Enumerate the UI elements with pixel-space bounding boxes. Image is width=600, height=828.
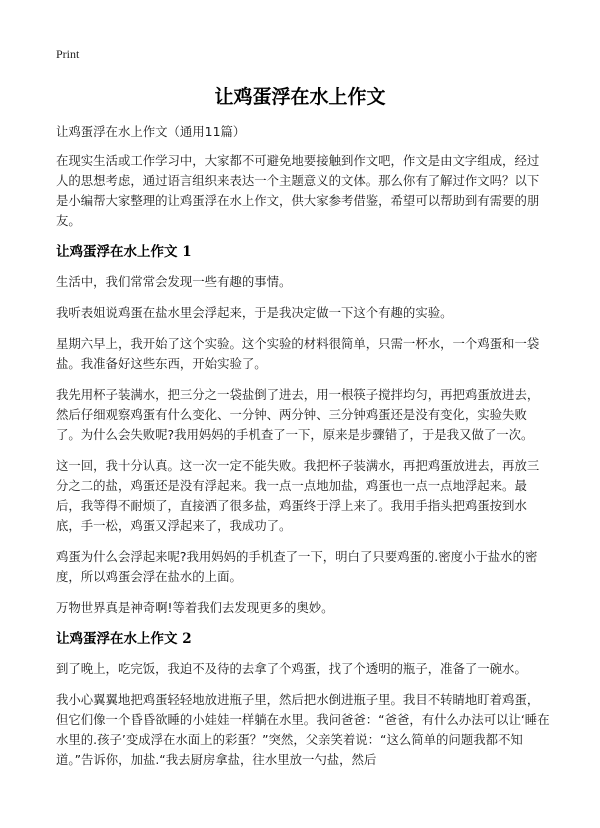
print-label[interactable]: Print [56,47,80,61]
paragraph: 星期六早上，我开始了这个实验。这个实验的材料很简单，只需一杯水，一个鸡蛋和一袋盐。我准备好这些东西，开始实验了。 [56,336,540,371]
paragraph: 到了晚上，吃完饭，我迫不及待的去拿了个鸡蛋，找了个透明的瓶子，准备了一碗水。 [56,661,527,676]
paragraph: 我先用杯子装满水，把三分之一袋盐倒了进去，用一根筷子搅拌均匀，再把鸡蛋放进去，然后仔细观察鸡蛋有什么变化、一分钟、两分钟、三分钟鸡蛋还是没有变化，实验失败了。为什么会失败呢?我用妈妈的手机查了一下，原来是步骤错了，于是我又做了一次。 [56,387,540,442]
document-title: 让鸡蛋浮在水上作文 [214,86,386,108]
document-body [56,122,551,781]
paragraph: 这一回，我十分认真。这一次一定不能失败。我把杯子装满水，再把鸡蛋放进去，再放三分之二的盐，鸡蛋还是没有浮起来。我一点一点地加盐，鸡蛋也一点一点地浮起来。最后，我等得不耐烦了，直接洒了很多盐，鸡蛋终于浮上来了。我用手指头把鸡蛋按到水底，手一松，鸡蛋又浮起来了，我成功了。 [56,458,540,533]
paragraph: 万物世界真是神奇啊!等着我们去发现更多的奥妙。 [56,600,334,615]
paragraph: 鸡蛋为什么会浮起来呢?我用妈妈的手机查了一下，明白了只要鸡蛋的.密度小于盐水的密度，所以鸡蛋会浮在盐水的上面。 [56,549,538,584]
section-heading: 让鸡蛋浮在水上作文 2 [56,631,192,647]
document-subtitle: 让鸡蛋浮在水上作文（通用11篇） [56,124,246,139]
section-heading: 让鸡蛋浮在水上作文 1 [56,244,192,260]
paragraph: 生活中，我们常常会发现一些有趣的事情。 [56,274,292,289]
paragraph: 我小心翼翼地把鸡蛋轻轻地放进瓶子里，然后把水倒进瓶子里。我目不转睛地盯着鸡蛋，但它们像一个昏昏欲睡的小娃娃一样躺在水里。我问爸爸：“爸爸，有什么办法可以让‘睡在水里的.孩子’变成浮在水面上的彩蛋？”突然，父亲笑着说：“这么简单的问题我都不知道。”告诉你，加盐.“我去厨房拿盐，往水里放一勺盐，然后 [56,692,550,767]
paragraph: 我听表姐说鸡蛋在盐水里会浮起来，于是我决定做一下这个有趣的实验。 [56,305,453,320]
intro-paragraph: 在现实生活或工作学习中，大家都不可避免地要接触到作文吧，作文是由文字组成，经过人的思想考虑，通过语言组织来表达一个主题意义的文体。那么你有了解过作文吗？以下是小编帮大家整理的让鸡蛋浮在水上作文，供大家参考借鉴，希望可以帮助到有需要的朋友。 [56,153,540,228]
